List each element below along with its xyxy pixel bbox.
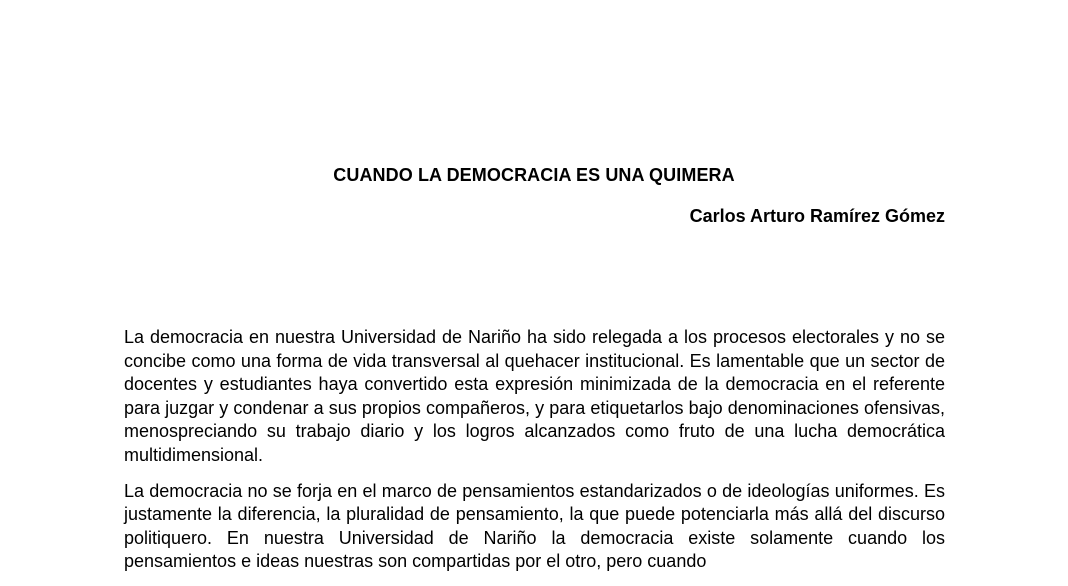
paragraph-1: La democracia en nuestra Universidad de Nariño ha sido relegada a los procesos electorales y no se concibe como una forma de vida transversal al quehacer institucional. Es lamentable que un sector de docentes y estudiantes haya convertido esta expresión minimizada de la democracia en el referente para juzgar y condenar a sus propios compañeros, y para etiquetarlos bajo denominaciones ofensivas, menospreciando su trabajo diario y los logros alcanzados como fruto de una lucha democrática multidimensional.: [124, 327, 945, 465]
document-body: [124, 326, 945, 586]
document-author: Carlos Arturo Ramírez Gómez: [689, 206, 945, 226]
paragraph-2: La democracia no se forja en el marco de pensamientos estandarizados o de ideologías uniformes. Es justamente la diferencia, la pluralidad de pensamiento, la que puede potenciarla más allá del discurso politiquero. En nuestra Universidad de Nariño la democracia existe solamente cuando los pensamientos e ideas nuestras son compartidas por el otro, pero cuando: [124, 480, 945, 572]
document-title: CUANDO LA DEMOCRACIA ES UNA QUIMERA: [333, 165, 735, 185]
